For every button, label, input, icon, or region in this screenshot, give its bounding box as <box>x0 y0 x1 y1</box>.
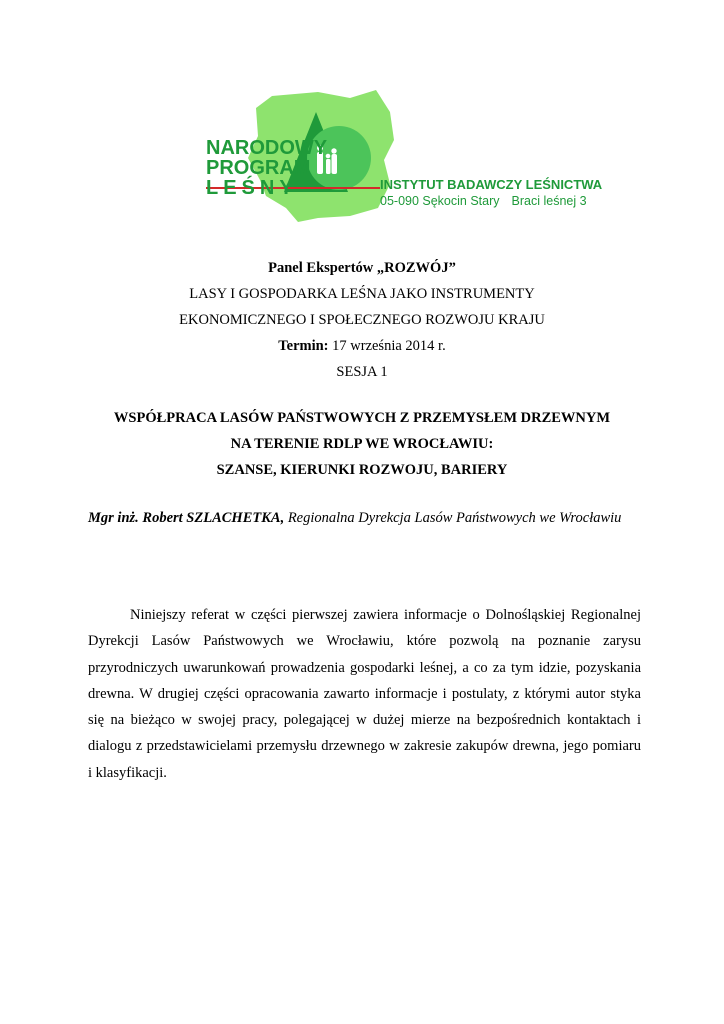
session-label: SESJA 1 <box>336 364 388 380</box>
npl-line3: LEŚNY <box>206 177 298 199</box>
body-paragraph: Niniejszy referat w części pierwszej zawiera informacje o Dolnośląskiej Regionalnej Dyrekcji Lasów Państwowych we Wrocławiu, które pozwolą na poznanie zarysu przyrodniczych uwarunkowań prowadzenia gospodarki leśnej, a co za tym idzie, pozyskania drewna. W drugiej części opracowania zawarto informacje i postulaty, z którymi autor styka się na bieżąco w swojej pracy, polegającej w dużej mierze na bezpośrednich kontaktach i dialogu z przedstawicielami przemysłu drzewnego w zakresie zakupów drewna, jego pomiaru i klasyfikacji. <box>88 607 641 781</box>
title-line2: EKONOMICZNEGO I SPOŁECZNEGO ROZWOJU KRAJU <box>179 312 545 328</box>
term-label: Termin: <box>278 338 329 354</box>
topic-line3: SZANSE, KIERUNKI ROZWOJU, BARIERY <box>216 462 508 478</box>
title-line1: LASY I GOSPODARKA LEŚNA JAKO INSTRUMENTY <box>189 286 535 302</box>
author-affiliation: Regionalna Dyrekcja Lasów Państwowych we Wrocławiu <box>284 510 622 526</box>
term-line <box>0 337 724 355</box>
npl-line1: NARODOWY <box>206 137 328 159</box>
npl-line2: PROGRAM <box>206 157 311 179</box>
topic-line1: WSPÓŁPRACA LASÓW PAŃSTWOWYCH Z PRZEMYSŁEM DRZEWNYM <box>113 410 611 426</box>
logo-block <box>200 88 603 228</box>
topic-line2: NA TERENIE RDLP WE WROCŁAWIU: <box>230 436 494 452</box>
panel-title: Panel Ekspertów „ROZWÓJ” <box>268 260 456 276</box>
institute-street: Braci leśnej 3 <box>511 194 587 208</box>
term-value: 17 września 2014 r. <box>328 338 446 354</box>
institute-address-line <box>380 194 587 208</box>
institute-address: 05-090 Sękocin Stary <box>380 194 500 208</box>
institute-name: INSTYTUT BADAWCZY LEŚNICTWA <box>380 177 603 192</box>
author-name: Mgr inż. Robert SZLACHETKA, <box>88 510 285 526</box>
author-line <box>88 509 621 527</box>
